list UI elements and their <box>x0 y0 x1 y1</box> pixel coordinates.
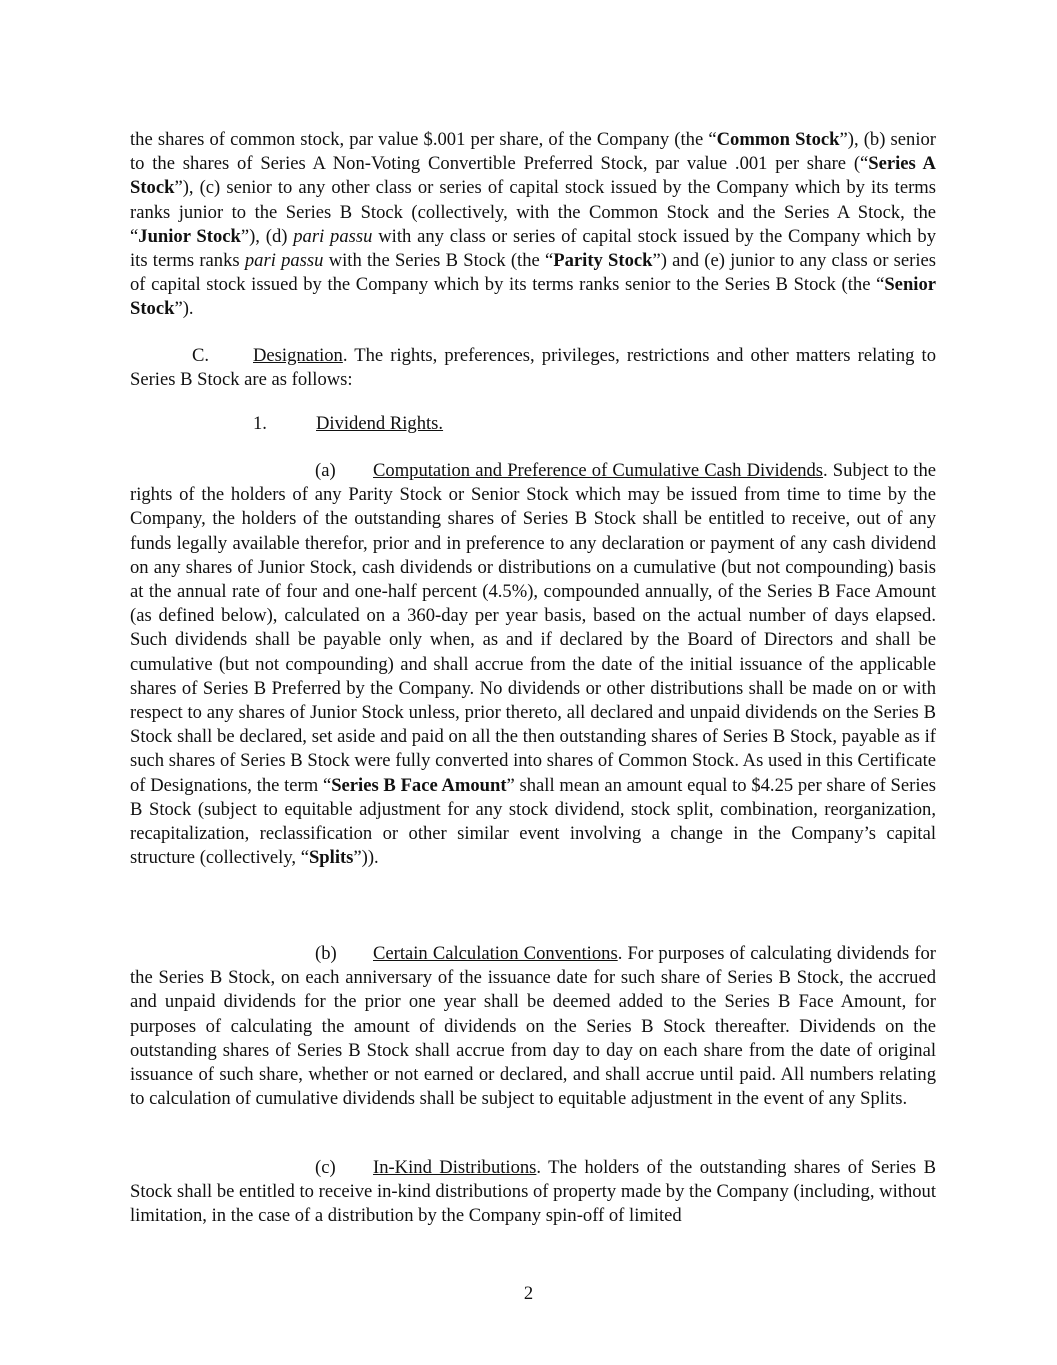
subsection-b-number: (b) <box>315 943 337 964</box>
defined-term-splits: Splits <box>308 847 354 869</box>
subsection-a <box>130 459 936 870</box>
page-number: 2 <box>523 1283 534 1304</box>
text-run: . Subject to the rights of the holders of any Parity Stock or Senior Stock which may be issued from time to time by the Company, the holders of the outstanding shares of Series B Stock shall be entitled to receive, out of any funds legally available therefor, prior and in preference to any declaration or payment of any cash dividend on any shares of Junior Stock, cash dividends or distributions on a cumulative (but not compounding) basis at the annual rate of four and one-half percent (4.5%), compounded annually, of the Series B Face Amount (as defined below), calculated on a 360-day per year basis, based on the actual number of days elapsed. Such dividends shall be payable only when, as and if declared by the Board of Directors and shall be cumulative (but not compounding) and shall accrue from the date of the initial issuance of the applicable shares of Series B Preferred by the Company. No dividends or other distributions shall be made on or with respect to any shares of Junior Stock unless, prior thereto, all declared and unpaid dividends on the Series B Stock shall be declared, set aside and paid on all the then outstanding shares of Series B Stock, payable as if such shares of Series B Stock were fully converted into shares of Common Stock. As used in this Certificate of Designations, the term “ <box>130 460 936 796</box>
intro-paragraph <box>130 128 936 322</box>
subsection-c-heading: In-Kind Distributions <box>373 1157 537 1178</box>
text-run: ”) and (e) junior to any class or series of capital stock issued by the Company which by its terms ranks senior to the Series B Stock (the “ <box>130 250 936 296</box>
subsection-b-heading: Certain Calculation Conventions <box>373 943 618 964</box>
subsection-a-heading: Computation and Preference of Cumulative Cash Dividends <box>373 460 824 481</box>
subsection-a-number: (a) <box>315 460 336 481</box>
defined-term-series-a-stock: Series A Stock <box>130 153 936 199</box>
text-run: ”), (b) senior to the shares of Series A Non-Voting Convertible Preferred Stock, par value .001 per share (“ <box>130 129 936 175</box>
defined-term-parity-stock: Parity Stock <box>553 250 653 272</box>
section-c-heading: Designation <box>253 345 343 366</box>
text-run: . For purposes of calculating dividends for the Series B Stock, on each anniversary of the issuance date for such share of Series B Stock, the accrued and unpaid dividends for the prior one year shall be deemed added to the Series B Face Amount, for purposes of calculating the amount of dividends on the Series B Stock thereafter. Dividends on the outstanding shares of Series B Stock shall accrue from day to day on each share from the date of original issuance of such share, whether or not earned or declared, and shall accrue until paid. All numbers relating to calculation of cumulative dividends shall be subject to equitable adjustment in the event of any Splits. <box>130 943 937 1110</box>
text-run: ”), (d) <box>240 225 294 247</box>
section-c-designation <box>130 344 936 392</box>
defined-term-senior-stock: Senior Stock <box>130 274 936 320</box>
subsection-b <box>130 942 936 1111</box>
text-run: ”)). <box>353 847 379 869</box>
text-run: with any class or series of capital stock issued by the Company which by its terms ranks <box>130 225 936 272</box>
text-run: ” shall mean an amount equal to $4.25 per share of Series B Stock (subject to equitable adjustment for any stock dividend, stock split, combination, reorganization, recapitalization, reclassification or other similar event involving a change in the Company’s capital structure (collectively, “ <box>130 774 936 869</box>
text-run: ”), (c) senior to any other class or series of capital stock issued by the Company which by its terms ranks junior to the Series B Stock (collectively, with the Common Stock and the Series A Stock, the “ <box>130 177 936 247</box>
subsection-c <box>130 1156 936 1229</box>
section-c-number: C. <box>192 345 210 366</box>
section-1-heading: Dividend Rights. <box>316 413 444 434</box>
text-run: . The holders of the outstanding shares of Series B Stock shall be entitled to receive in-kind distributions of property made by the Company (including, without limitation, in the case of a distribution by the Company spin-off of limited <box>130 1157 936 1227</box>
defined-term-series-b-face-amount: Series B Face Amount <box>331 774 507 796</box>
italic-term: pari passu <box>244 250 324 272</box>
italic-term: pari passu <box>293 225 373 247</box>
text-run: the shares of common stock, par value $.001 per share, of the Company (the “ <box>130 129 717 150</box>
text-run: ”). <box>174 298 194 320</box>
defined-term-junior-stock: Junior Stock <box>138 225 241 247</box>
section-c-text: . The rights, preferences, privileges, restrictions and other matters relating to Series B Stock are as follows: <box>130 345 936 391</box>
subsection-c-number: (c) <box>315 1157 336 1178</box>
section-1-number: 1. <box>253 413 267 434</box>
text-run: with the Series B Stock (the “ <box>323 250 554 272</box>
defined-term-common-stock: Common Stock <box>716 129 840 150</box>
